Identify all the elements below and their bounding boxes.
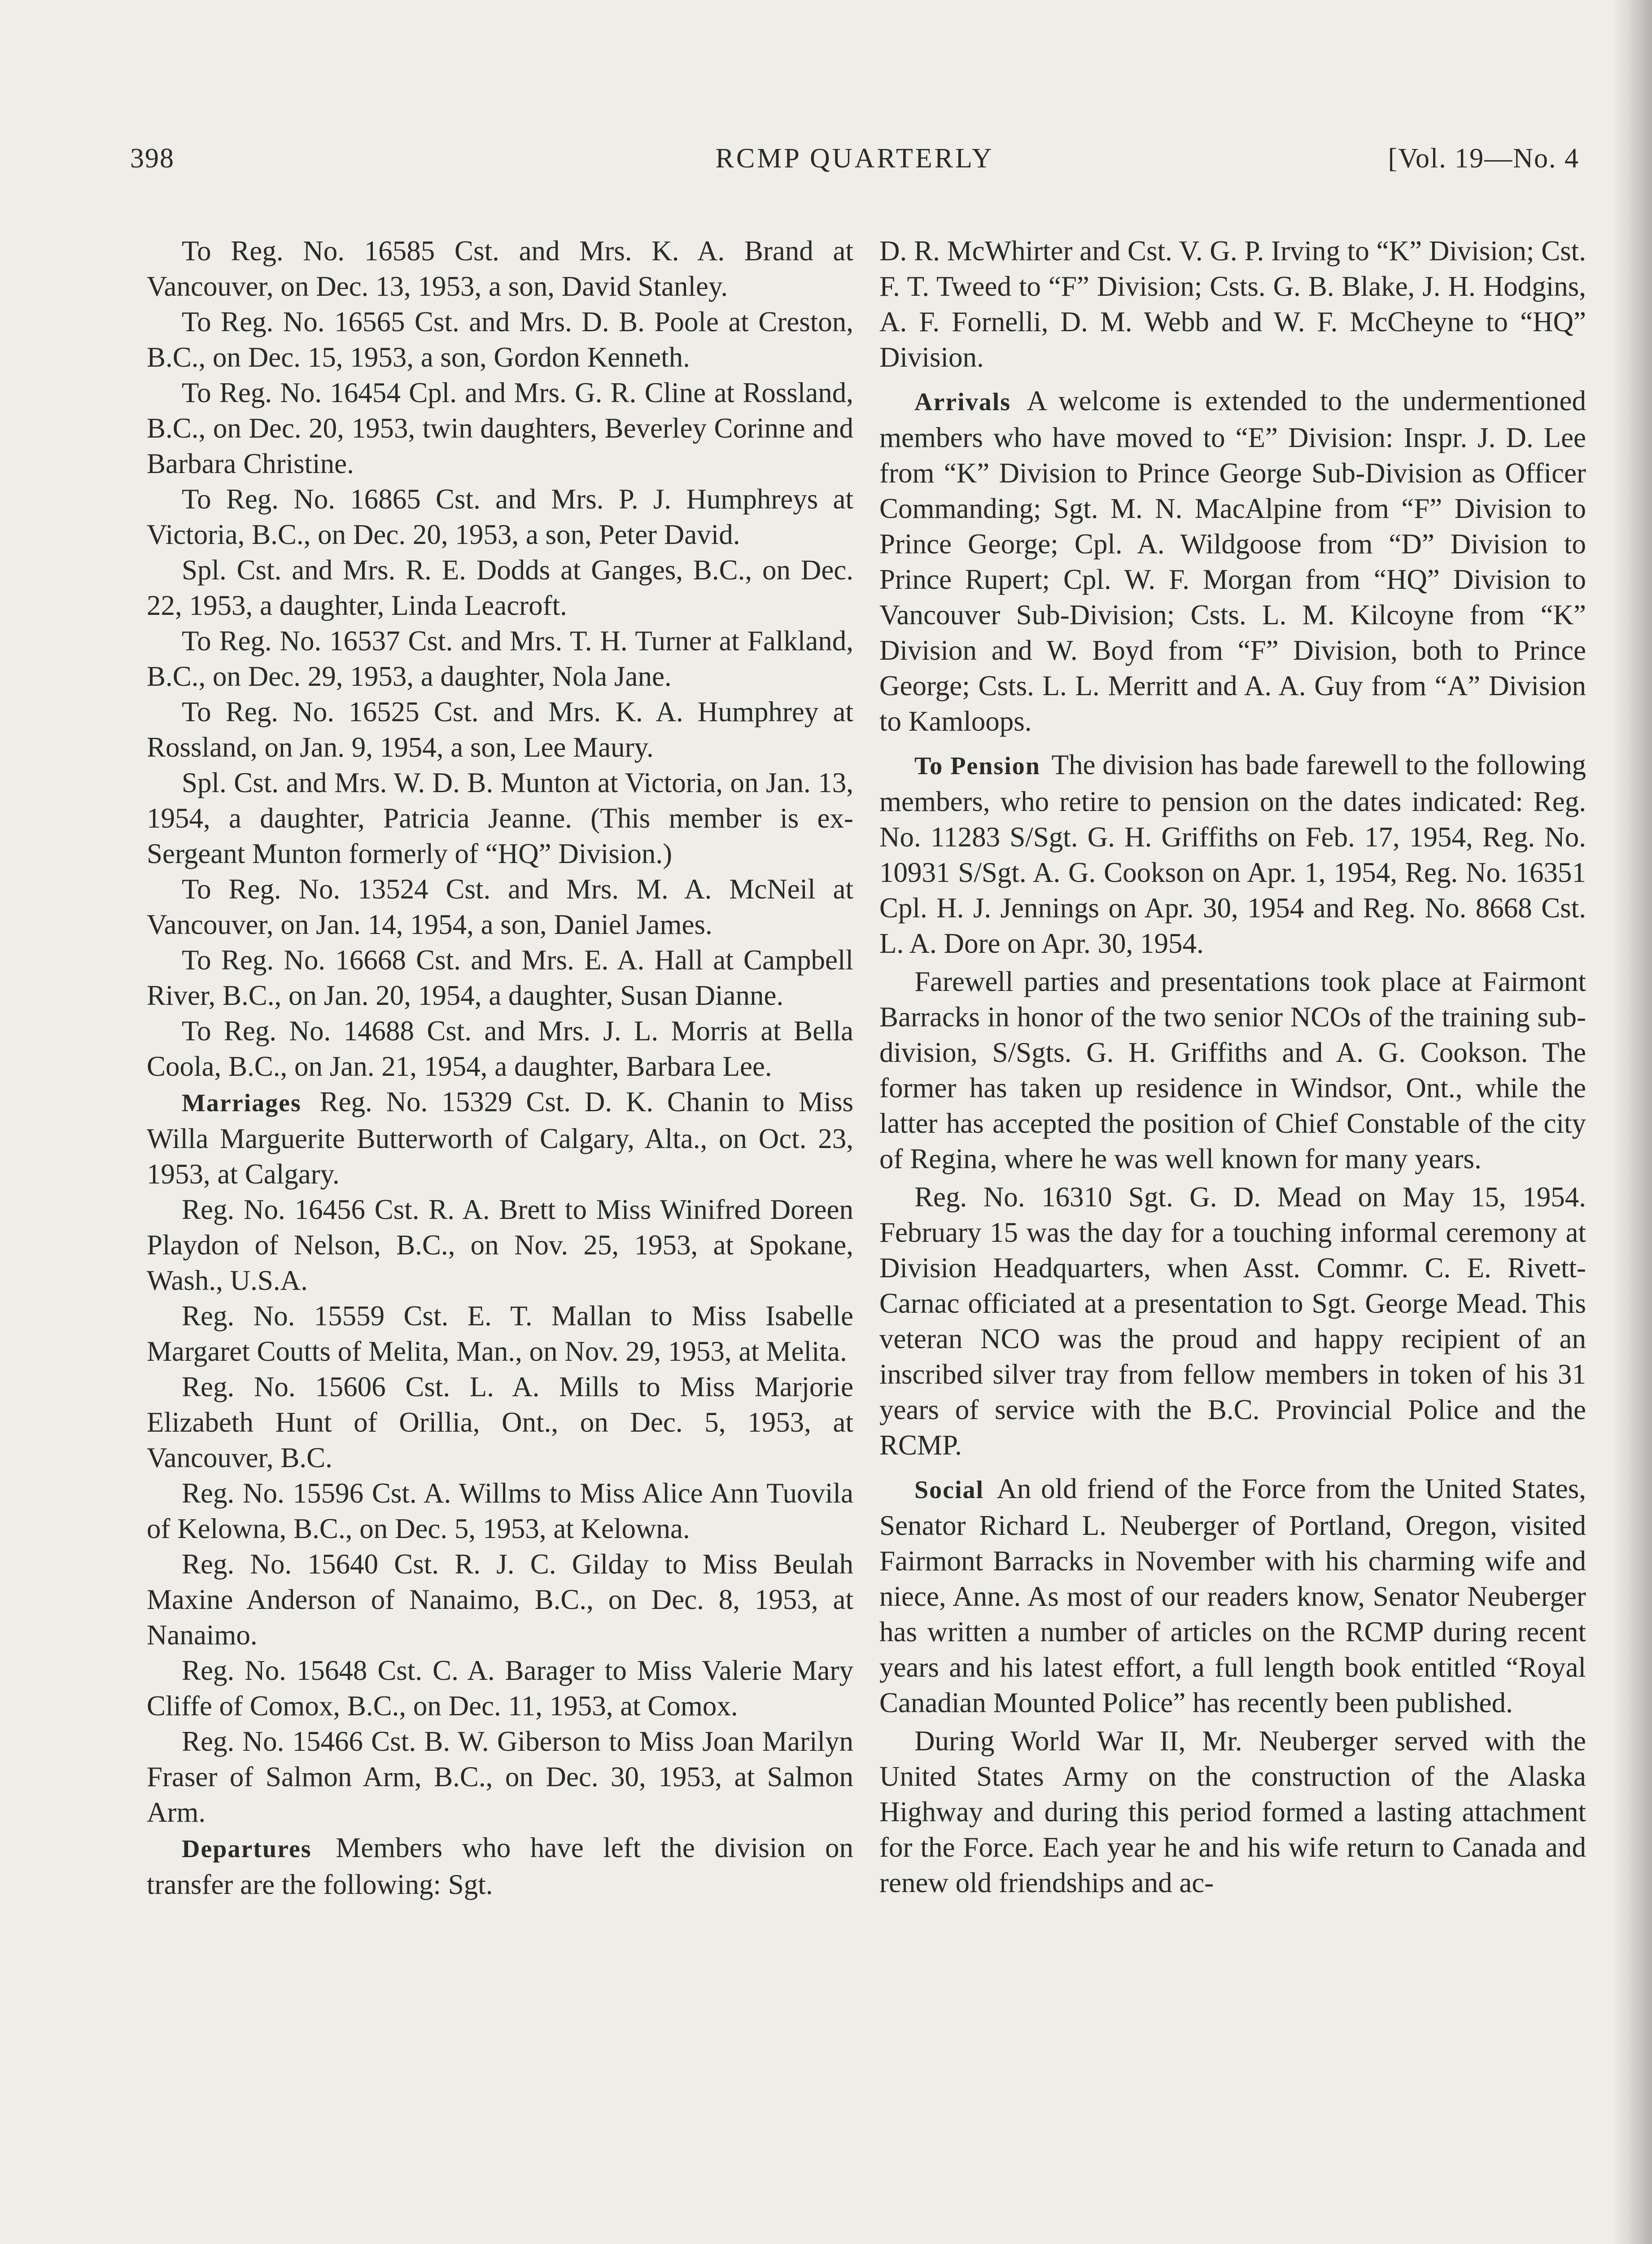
birth-notice: To Reg. No. 16525 Cst. and Mrs. K. A. Humphrey at Rossland, on Jan. 9, 1954, a son, Lee Maury. (147, 696, 853, 763)
page-number: 398 (130, 143, 175, 174)
marriage-notice: Reg. No. 16456 Cst. R. A. Brett to Miss Winifred Doreen Playdon of Nelson, B.C., on Nov. 25, 1953, at Spokane, Wash., U.S.A. (147, 1194, 853, 1296)
marriages-heading: Marriages (182, 1089, 302, 1117)
departures-continued: D. R. McWhirter and Cst. V. G. P. Irving to “K” Division; Cst. F. T. Tweed to “F” Division; Csts. G. B. Blake, J. H. Hodgins, A. F. Fornelli, D. M. Webb and W. F. McCheyne to “HQ” Division. (879, 235, 1586, 373)
farewell-paragraph: Farewell parties and presentations took place at Fairmont Barracks in honor of the two senior NCOs of the training sub-division, S/Sgts. G. H. Griffiths and A. G. Cookson. The former has taken up residence in Windsor, Ont., while the latter has accepted the position of Chief Constable of the city of Regina, where he was well known for many years. (879, 966, 1586, 1175)
mead-paragraph: Reg. No. 16310 Sgt. G. D. Mead on May 15, 1954. February 15 was the day for a touching informal ceremony at Division Headquarters, when Asst. Commr. C. E. Rivett-Carnac officiated at a presentation to Sgt. George Mead. This veteran NCO was the proud and happy recipient of an inscribed silver tray from fellow members in token of his 31 years of service with the B.C. Provincial Police and the RCMP. (879, 1181, 1586, 1461)
pension-text: The division has bade farewell to the following members, who retire to pension on the dates indicated: Reg. No. 11283 S/Sgt. G. H. Griffiths on Feb. 17, 1954, Reg. No. 10931 S/Sgt. A. G. Cookson on Apr. 1, 1954, Reg. No. 16351 Cpl. H. J. Jennings on Apr. 30, 1954 and Reg. No. 8668 Cst. L. A. Dore on Apr. 30, 1954. (879, 749, 1586, 959)
birth-notice: To Reg. No. 16668 Cst. and Mrs. E. A. Hall at Campbell River, B.C., on Jan. 20, 1954, a daughter, Susan Dianne. (147, 944, 853, 1011)
pension-paragraph (879, 747, 1586, 961)
arrivals-text: A welcome is extended to the undermentioned members who have moved to “E” Division: Inspr. J. D. Lee from “K” Division to Prince George Sub-Division as Officer Commanding; Sgt. M. N. MacAlpine from “F” Division to Prince George; Cpl. A. Wildgoose from “D” Division to Prince Rupert; Cpl. W. F. Morgan from “HQ” Division to Vancouver Sub-Division; Csts. L. M. Kilcoyne from “K” Division and W. Boyd from “F” Division, both to Prince George; Csts. L. L. Merritt and A. A. Guy from “A” Division to Kamloops. (879, 385, 1586, 737)
pension-heading: To Pension (914, 752, 1040, 780)
social-paragraph (879, 1471, 1586, 1721)
birth-notice: To Reg. No. 14688 Cst. and Mrs. J. L. Morris at Bella Coola, B.C., on Jan. 21, 1954, a daughter, Barbara Lee. (147, 1015, 853, 1082)
social-heading: Social (914, 1476, 984, 1504)
birth-notice: To Reg. No. 16865 Cst. and Mrs. P. J. Humphreys at Victoria, B.C., on Dec. 20, 1953, a son, Peter David. (147, 483, 853, 550)
marriage-notice: Reg. No. 15559 Cst. E. T. Mallan to Miss Isabelle Margaret Coutts of Melita, Man., on Nov. 29, 1953, at Melita. (147, 1300, 853, 1367)
marriage-notice (147, 1084, 853, 1192)
right-column (879, 233, 1586, 1901)
arrivals-heading: Arrivals (914, 388, 1011, 416)
birth-notice: To Reg. No. 16454 Cpl. and Mrs. G. R. Cline at Rossland, B.C., on Dec. 20, 1953, twin daughters, Beverley Corinne and Barbara Christine. (147, 377, 853, 479)
birth-notice: To Reg. No. 16585 Cst. and Mrs. K. A. Brand at Vancouver, on Dec. 13, 1953, a son, David Stanley. (147, 235, 853, 302)
birth-notice: To Reg. No. 16565 Cst. and Mrs. D. B. Poole at Creston, B.C., on Dec. 15, 1953, a son, Gordon Kenneth. (147, 306, 853, 373)
marriage-notice: Reg. No. 15466 Cst. B. W. Giberson to Miss Joan Marilyn Fraser of Salmon Arm, B.C., on Dec. 30, 1953, at Salmon Arm. (147, 1726, 853, 1828)
running-header (130, 143, 1579, 183)
journal-title: RCMP QUARTERLY (715, 143, 994, 174)
departures-paragraph (147, 1830, 853, 1902)
ww2-paragraph: During World War II, Mr. Neuberger served with the United States Army on the construction of the Alaska Highway and during this period formed a lasting attachment for the Force. Each year he and his wife return to Canada and renew old friendships and ac- (879, 1725, 1586, 1898)
arrivals-paragraph (879, 383, 1586, 739)
birth-notice: To Reg. No. 16537 Cst. and Mrs. T. H. Turner at Falkland, B.C., on Dec. 29, 1953, a daughter, Nola Jane. (147, 625, 853, 692)
page-edge-shadow (1612, 0, 1652, 2244)
birth-notice: Spl. Cst. and Mrs. W. D. B. Munton at Victoria, on Jan. 13, 1954, a daughter, Patricia Jeanne. (This member is ex-Sergeant Munton formerly of “HQ” Division.) (147, 767, 853, 869)
marriage-notice: Reg. No. 15640 Cst. R. J. C. Gilday to Miss Beulah Maxine Anderson of Nanaimo, B.C., on Dec. 8, 1953, at Nanaimo. (147, 1548, 853, 1651)
birth-notice: Spl. Cst. and Mrs. R. E. Dodds at Ganges, B.C., on Dec. 22, 1953, a daughter, Linda Leacroft. (147, 554, 853, 621)
marriage-notice: Reg. No. 15596 Cst. A. Willms to Miss Alice Ann Tuovila of Kelowna, B.C., on Dec. 5, 1953, at Kelowna. (147, 1477, 853, 1544)
departures-text: Members who have left the division on transfer are the following: Sgt. (147, 1832, 854, 1900)
social-text: An old friend of the Force from the United States, Senator Richard L. Neuberger of Portland, Oregon, visited Fairmont Barracks in November with his charming wife and niece, Anne. As most of our readers know, Senator Neuberger has written a number of articles on the RCMP during recent years and his latest effort, a full length book entitled “Royal Canadian Mounted Police” has recently been published. (879, 1473, 1586, 1718)
marriage-notice: Reg. No. 15648 Cst. C. A. Barager to Miss Valerie Mary Cliffe of Comox, B.C., on Dec. 11, 1953, at Comox. (147, 1655, 853, 1722)
volume-issue: [Vol. 19—No. 4 (1388, 143, 1579, 174)
birth-notice: To Reg. No. 13524 Cst. and Mrs. M. A. McNeil at Vancouver, on Jan. 14, 1954, a son, Daniel James. (147, 873, 853, 940)
departures-heading: Departures (182, 1835, 312, 1863)
marriage-text: Reg. No. 15329 Cst. D. K. Chanin to Miss Willa Marguerite Butterworth of Calgary, Alta., on Oct. 23, 1953, at Calgary. (147, 1086, 854, 1190)
marriage-notice: Reg. No. 15606 Cst. L. A. Mills to Miss Marjorie Elizabeth Hunt of Orillia, Ont., on Dec. 5, 1953, at Vancouver, B.C. (147, 1371, 853, 1473)
left-column (147, 233, 853, 1902)
